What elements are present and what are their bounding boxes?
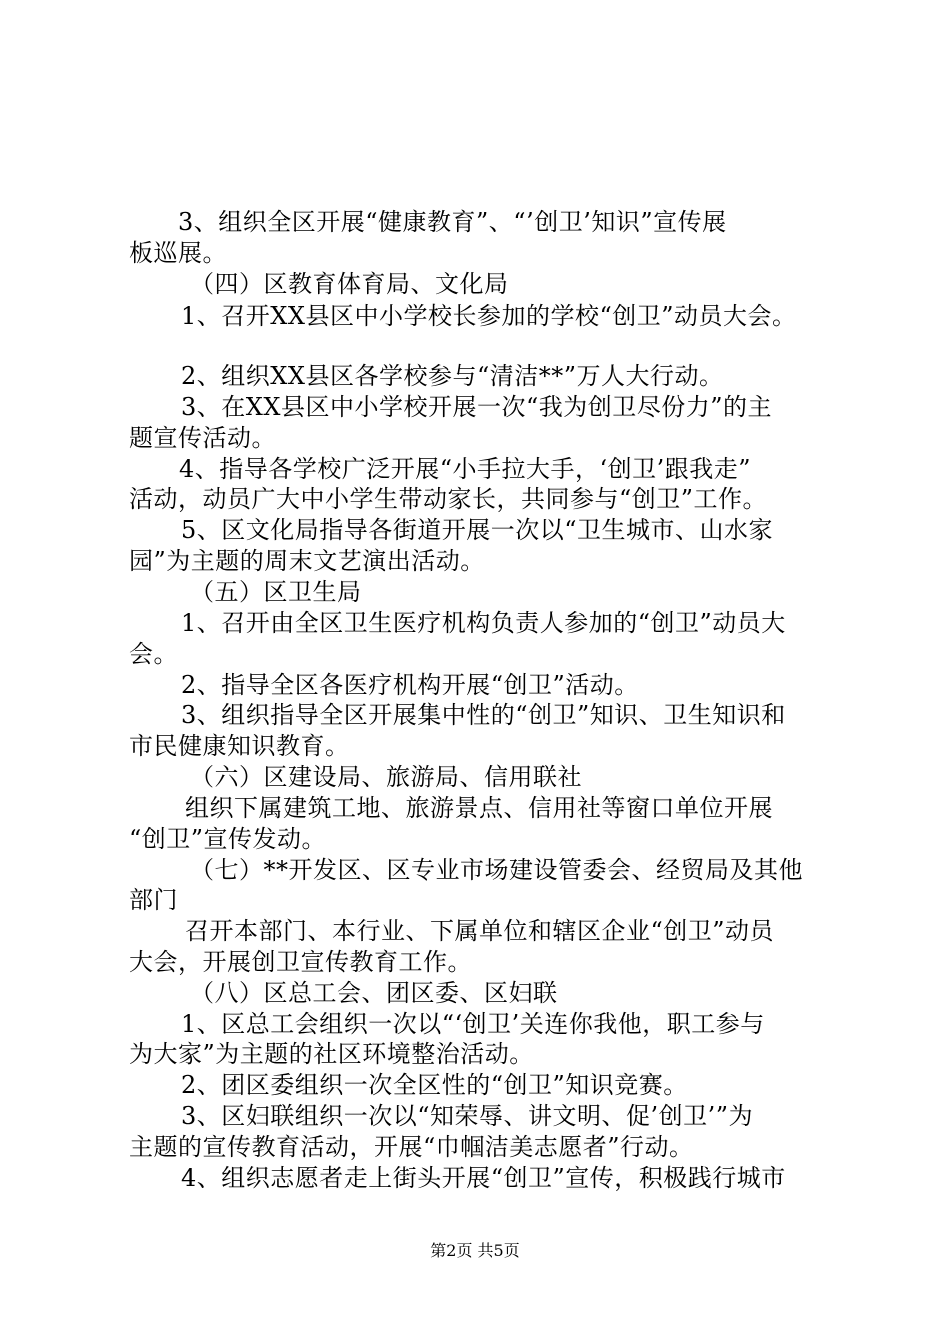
text-line: 2、组织XX县区各学校参与“清洁**”万人大行动。 <box>181 362 724 390</box>
text-line: 1、召开由全区卫生医疗机构负责人参加的“创卫”动员大 <box>181 609 786 637</box>
text-line: 题宣传活动。 <box>129 424 276 452</box>
text-line: 1、召开XX县区中小学校长参加的学校“创卫”动员大会。 <box>181 302 797 330</box>
text-line: 活动，动员广大中小学生带动家长，共同参与“创卫”工作。 <box>129 485 768 513</box>
text-line: 3、在XX县区中小学校开展一次“我为创卫尽份力”的主 <box>181 393 772 421</box>
text-line: 会。 <box>129 640 178 668</box>
text-line: “创卫”宣传发动。 <box>129 825 327 853</box>
section-heading: （六）区建设局、旅游局、信用联社 <box>190 763 582 791</box>
text-line: 召开本部门、本行业、下属单位和辖区企业“创卫”动员 <box>185 917 775 945</box>
text-line: 1、区总工会组织一次以“‘创卫’关连你我他，职工参与 <box>181 1010 765 1038</box>
text-line: 大会，开展创卫宣传教育工作。 <box>129 948 472 976</box>
text-line: 4、指导各学校广泛开展“小手拉大手，‘创卫’跟我走” <box>179 455 752 483</box>
section-heading: （五）区卫生局 <box>190 578 362 606</box>
text-line: 园”为主题的周末文艺演出活动。 <box>129 547 485 575</box>
text-line: 3、组织全区开展“健康教育”、“’创卫’知识”宣传展 <box>178 208 727 236</box>
text-line: 5、区文化局指导各街道开展一次以“卫生城市、山水家 <box>181 516 774 544</box>
text-line: 4、组织志愿者走上街头开展“创卫”宣传，积极践行城市 <box>181 1164 786 1192</box>
section-heading: （八）区总工会、团区委、区妇联 <box>190 979 558 1007</box>
section-heading: 部门 <box>129 886 178 914</box>
section-heading: （四）区教育体育局、文化局 <box>190 270 509 298</box>
section-heading: （七）**开发区、区专业市场建设管委会、经贸局及其他 <box>190 856 803 884</box>
text-line: 3、组织指导全区开展集中性的“创卫”知识、卫生知识和 <box>181 701 786 729</box>
page-number-footer: 第2页 共5页 <box>430 1241 520 1260</box>
text-line: 市民健康知识教育。 <box>129 732 350 760</box>
text-line: 2、指导全区各医疗机构开展“创卫”活动。 <box>181 671 639 699</box>
text-line: 组织下属建筑工地、旅游景点、信用社等窗口单位开展 <box>185 794 773 822</box>
text-line: 为大家”为主题的社区环境整治活动。 <box>129 1040 534 1068</box>
text-line: 板巡展。 <box>129 239 227 267</box>
text-line: 2、团区委组织一次全区性的“创卫”知识竞赛。 <box>181 1071 688 1099</box>
text-line: 主题的宣传教育活动，开展“巾帼洁美志愿者”行动。 <box>129 1133 694 1161</box>
text-line: 3、区妇联组织一次以“知荣辱、讲文明、促’创卫’”为 <box>181 1102 754 1130</box>
